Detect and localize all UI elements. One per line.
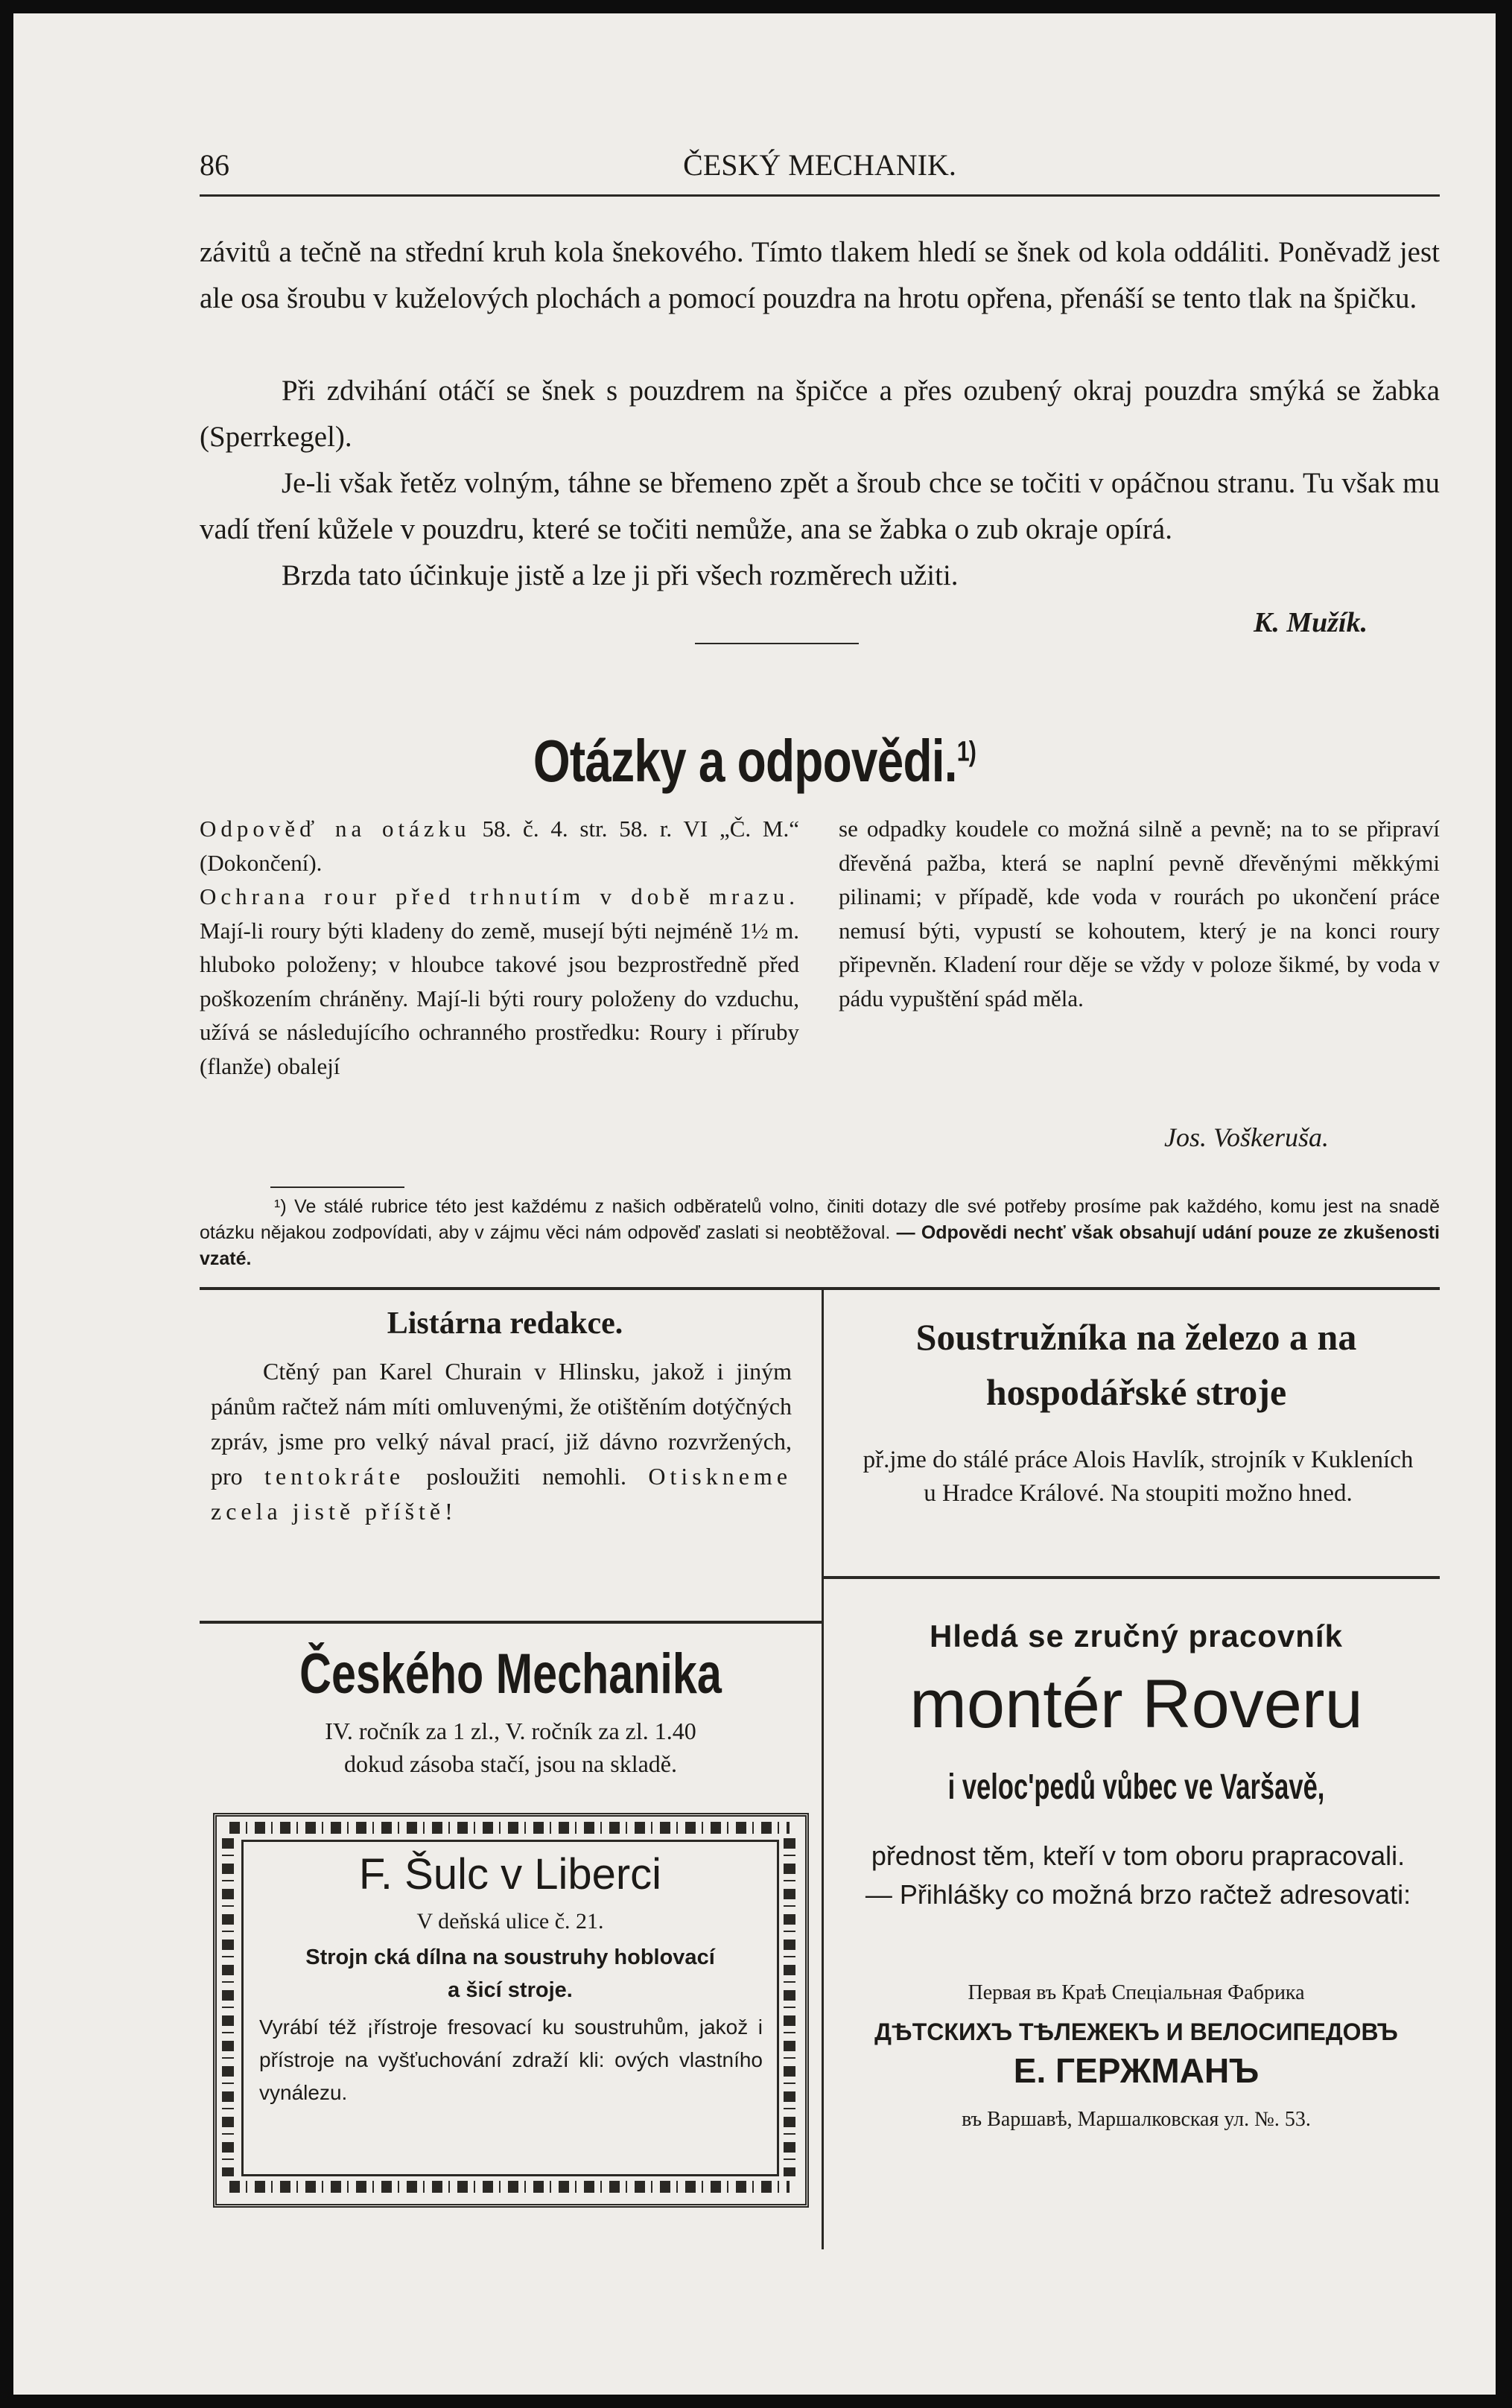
footnote-text: Ve stálé rubrice této jest každému z našich odběratelů volno, činiti dotazy dle své potřeby prosíme pak každého, komu jest na snadě otázku nějakou zodpovídati, aby v zájmu věci nám odpověď zaslati si neobtěžoval. — [200, 1196, 1440, 1243]
ads-column-divider — [822, 1289, 824, 2249]
soustruznik-bottom-rule — [824, 1576, 1440, 1579]
monter-ru-line4: въ Варшавѣ, Маршалковская ул. №. 53. — [962, 2108, 1311, 2131]
cm-ad-line1: IV. ročník za 1 zl., V. ročník za zl. 1.40 — [325, 1718, 696, 1744]
monter-ru-line3: Е. ГЕРЖМАНЪ — [1013, 2051, 1260, 2090]
sulc-frame-right-ornament — [784, 1838, 795, 2176]
page-number: 86 — [200, 148, 229, 182]
sulc-ad-text: Vyrábí též ¡řístroje fresovací ku soustruhům, jakož i přístroje na vyšťuchování zdraží kli: ových vlastního vynálezu. — [259, 2015, 763, 2104]
listarna-bottom-rule — [200, 1621, 822, 1624]
footnote-marker: ¹) — [274, 1196, 287, 1217]
article-paragraph-2: Při zdvihání otáčí se šnek s pouzdrem na špičce a přes ozubený okraj pouzdra smýká se žabka (Sperrkegel). — [200, 375, 1440, 453]
qa-left-body: Mají-li roury býti kladeny do země, musejí býti nejméně 1½ m. hluboko položeny; v hloubce takové jsou bezprostředně před poškozením chráněny. Mají-li býti roury položeny do vzduchu, užívá se následujícího ochranného prostředku: Roury i příruby (flanže) obalejí — [200, 917, 799, 1079]
monter-text: přednost těm, kteří v tom oboru prapracovali. — Přihlášky co možná brzo račtež adresovati: — [865, 1840, 1411, 1910]
soustruznik-title-line2: hospodářské stroje — [985, 1371, 1287, 1413]
running-title: ČESKÝ MECHANIK. — [683, 148, 956, 182]
newspaper-page — [13, 13, 1496, 2395]
sulc-frame-bottom-ornament — [229, 2181, 790, 2193]
soustruznik-text: př.jme do stálé práce Alois Havlík, strojník v Kukleních u Hradce Králové. Na stoupiti možno hned. — [863, 1446, 1414, 1507]
sulc-frame-left-ornament — [222, 1838, 234, 2176]
footnote — [200, 1194, 1440, 1272]
monter-line1: Hledá se zručný pracovník — [930, 1618, 1343, 1653]
qa-left-column — [200, 812, 799, 1083]
section-title-text: Otázky a odpovědi. — [533, 728, 957, 794]
listarna-title: Listárna redakce. — [387, 1306, 623, 1341]
qa-signature: Jos. Voškeruša. — [1164, 1122, 1329, 1152]
listarna-text — [211, 1354, 792, 1529]
sulc-ad-title: F. Šulc v Liberci — [358, 1850, 662, 1899]
sulc-ad-bold-line2: a šicí stroje. — [448, 1978, 573, 2002]
monter-ru-line1: Первая въ Краѣ Спеціальная Фабрика — [968, 1981, 1305, 2004]
article-paragraph-3: Je-li však řetěz volným, táhne se břemeno zpět a šroub chce se točiti v opáčnou stranu. Tu však mu vadí tření kůžele v pouzdru, které se točiti nemůže, ana se žabka o zub okraje opírá. — [200, 467, 1440, 545]
listarna-spaced-b: Otiskneme zcela jistě příště! — [211, 1463, 792, 1525]
cm-ad-line2: dokud zásoba stačí, jsou na skladě. — [344, 1750, 677, 1777]
article-paragraph-1: závitů a tečně na střední kruh kola šnekového. Tímto tlakem hledí se šnek od kola oddáliti. Poněvadž jest ale osa šroubu v kuželových plochách a pomocí pouzdra na hrotu opřena, přenáší se tento tlak na špičku. — [200, 236, 1440, 314]
article-end-rule — [695, 643, 859, 644]
sulc-frame-top-ornament — [229, 1822, 790, 1834]
qa-heading: Ochrana rour před trhnutím v době mrazu. — [200, 883, 799, 909]
monter-ru-line2: ДѢТСКИХЪ ТѢЛЕЖЕКЪ И ВЕЛОСИПЕДОВЪ — [874, 2018, 1398, 2045]
section-title — [162, 727, 1347, 795]
footnote-ref: 1) — [956, 736, 976, 768]
qa-right-column — [839, 812, 1440, 1015]
monter-line2: montér Roveru — [909, 1666, 1363, 1742]
qa-lead: Odpověď na otázku — [200, 816, 471, 842]
sulc-ad-bold-line1: Strojn cká dílna na soustruhy hoblovací — [305, 1945, 715, 1969]
footnote-bold-text: — Odpovědi nechť však obsahují udání pouze ze zkušenosti vzaté. — [200, 1222, 1440, 1269]
listarna-spaced-a: tentokráte — [264, 1463, 405, 1490]
sulc-ad-address: V deňská ulice č. 21. — [416, 1909, 604, 1934]
qa-right-body: se odpadky koudele co možná silně a pevně; na to se připraví dřevěná pažba, která se naplní pevně dřevěnými měkkými pilinami; v případě, kde voda v rourách po ukončení práce nemusí býti, vypustí se kohoutem, který je na konci roury připevněn. Kladení rour děje se vždy v poloze šikmé, by voda v pádu vypuštění spád měla. — [839, 816, 1440, 1011]
article-signature: K. Mužík. — [1254, 607, 1368, 638]
monter-line3: i veloc'pedů vůbec ve Varšavě, — [947, 1767, 1325, 1807]
qa-lead-ref: 58. č. 4. str. 58. r. VI „Č. M.“ (Dokončení). — [200, 816, 800, 876]
header-rule — [200, 194, 1440, 197]
cm-ad-title: Českého Mechanika — [299, 1642, 722, 1706]
footnote-rule — [270, 1186, 404, 1188]
soustruznik-title-line1: Soustružníka na železo a na — [915, 1316, 1357, 1358]
listarna-body: Ctěný pan Karel Churain v Hlinsku, jakož i jiným pánům račtež nám míti omluvenými, že otištěním dotýčných zpráv, jsme pro velký nával prací, již dávno rozvržených, pro — [211, 1358, 792, 1490]
listarna-body-b: posloužiti nemohli. — [426, 1463, 626, 1490]
ads-top-rule — [200, 1287, 1440, 1290]
page-header — [200, 147, 1440, 192]
article-paragraph-4: Brzda tato účinkuje jistě a lze ji při všech rozměrech užiti. — [282, 559, 959, 591]
